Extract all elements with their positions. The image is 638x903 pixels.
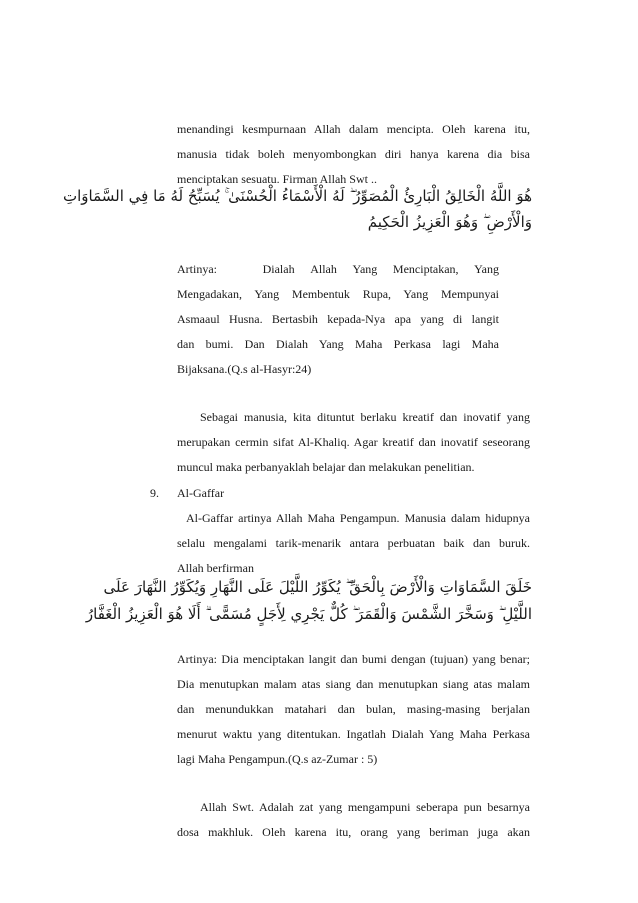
body-text-line: muncul maka perbanyaklah belajar dan melakukan penelitian. bbox=[177, 460, 475, 474]
translation-line: Artinya: Dia menciptakan langit dan bumi dengan (tujuan) yang benar; bbox=[177, 652, 530, 666]
list-item-number: 9. bbox=[150, 486, 159, 500]
translation-word: Dialah bbox=[262, 262, 295, 276]
translation-line: Dia menutupkan malam atas siang dan menutupkan siang atas malam bbox=[177, 677, 530, 691]
body-text-line: Allah berfirman bbox=[177, 561, 254, 575]
body-text-line: manusia tidak boleh menyombongkan diri hanya karena dia bisa bbox=[177, 147, 530, 161]
arabic-verse-line: وَالْأَرْضِ ۖ وَهُوَ الْعَزِيزُ الْحَكِيمُ bbox=[367, 213, 532, 231]
arabic-verse-line: اللَّيْلِ ۖ وَسَخَّرَ الشَّمْسَ وَالْقَمَرَ ۖ كُلٌّ يَجْرِي لِأَجَلٍ مُسَمًّى ۗ أَلَا هُوَ الْعَزِيزُ الْغَفَّارُ bbox=[85, 605, 532, 623]
translation-line: dan menundukkan matahari dan bulan, masing-masing berjalan bbox=[177, 702, 530, 716]
translation-line: lagi Maha Pengampun.(Q.s az-Zumar : 5) bbox=[177, 752, 378, 766]
body-text-line: merupakan cermin sifat Al-Khaliq. Agar kreatif dan inovatif seseorang bbox=[177, 435, 530, 449]
translation-word: Allah bbox=[310, 262, 337, 276]
translation-line: Asmaaul Husna. Bertasbih kepada-Nya apa yang di langit bbox=[177, 312, 499, 326]
body-text-line: menandingi kesmpurnaan Allah dalam mencipta. Oleh karena itu, bbox=[177, 122, 530, 136]
body-text-line: Al-Gaffar artinya Allah Maha Pengampun. Manusia dalam hidupnya bbox=[186, 511, 530, 525]
translation-word: Menciptakan, bbox=[392, 262, 459, 276]
body-text-line: Allah Swt. Adalah zat yang mengampuni seberapa pun besarnya bbox=[200, 800, 530, 814]
body-text-line: dosa makhluk. Oleh karena itu, orang yang beriman juga akan bbox=[177, 825, 530, 839]
body-text-line: menciptakan sesuatu. Firman Allah Swt .. bbox=[177, 172, 377, 186]
translation-word: Yang bbox=[474, 262, 499, 276]
translation-line: Mengadakan, Yang Membentuk Rupa, Yang Mempunyai bbox=[177, 287, 499, 301]
translation-word: Yang bbox=[352, 262, 378, 276]
body-text-line: selalu mengalami tarik-menarik antara perbuatan baik dan buruk. bbox=[177, 536, 530, 550]
translation-line: dan bumi. Dan Dialah Yang Maha Perkasa lagi Maha bbox=[177, 337, 499, 351]
translation-line: menurut waktu yang ditentukan. Ingatlah Dialah Yang Maha Perkasa bbox=[177, 727, 530, 741]
body-text-line: Sebagai manusia, kita dituntut berlaku kreatif dan inovatif yang bbox=[200, 410, 530, 424]
translation-label: Artinya: bbox=[177, 262, 217, 276]
arabic-verse-line: هُوَ اللَّهُ الْخَالِقُ الْبَارِئُ الْمُصَوِّرُ ۖ لَهُ الْأَسْمَاءُ الْحُسْنَىٰ ۚ يُسَبِّحُ لَهُ مَا فِي السَّمَاوَاتِ bbox=[63, 187, 532, 205]
translation-line: Bijaksana.(Q.s al-Hasyr:24) bbox=[177, 362, 312, 376]
arabic-verse-line: خَلَقَ السَّمَاوَاتِ وَالْأَرْضَ بِالْحَقِّ ۖ يُكَوِّرُ اللَّيْلَ عَلَى النَّهَارِ وَيُكَوِّرُ النَّهَارَ عَلَى bbox=[103, 578, 532, 596]
translation-line bbox=[177, 262, 499, 277]
section-heading: Al-Gaffar bbox=[177, 486, 225, 500]
